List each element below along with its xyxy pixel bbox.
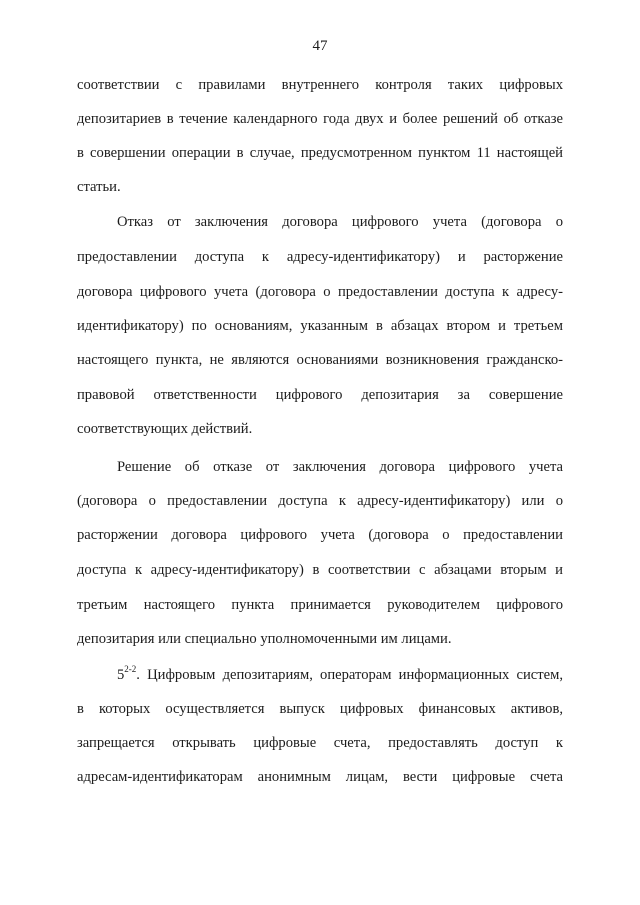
- text-line: доступа к адресу-идентификатору) в соответствии с абзацами вторым и: [77, 562, 563, 578]
- text-line: в совершении операции в случае, предусмотренном пунктом 11 настоящей: [77, 145, 563, 161]
- text-line: правовой ответственности цифрового депозитария за совершение: [77, 387, 563, 403]
- clause-number: 5: [117, 667, 125, 683]
- text-line: запрещается открывать цифровые счета, предоставлять доступ к: [77, 735, 563, 751]
- page-number: 47: [312, 38, 328, 54]
- text-line: депозитариев в течение календарного года двух и более решений об отказе: [77, 111, 563, 127]
- text-line: соответствии с правилами внутреннего контроля таких цифровых: [77, 77, 563, 93]
- text-line: Решение об отказе от заключения договора цифрового учета: [117, 459, 563, 475]
- text-line: (договора о предоставлении доступа к адресу-идентификатору) или о: [77, 493, 563, 509]
- text-line: договора цифрового учета (договора о предоставлении доступа к адресу-: [77, 284, 563, 300]
- text-line: предоставлении доступа к адресу-идентификатору) и расторжение: [77, 249, 563, 265]
- clause-superscript: 2-2: [124, 664, 137, 675]
- text-line: настоящего пункта, не являются основаниями возникновения гражданско-: [77, 352, 563, 368]
- text-line: адресам-идентификаторам анонимным лицам, вести цифровые счета: [77, 769, 563, 785]
- text-line: третьим настоящего пункта принимается руководителем цифрового: [77, 597, 563, 613]
- text-line: в которых осуществляется выпуск цифровых финансовых активов,: [77, 701, 563, 717]
- text-line: соответствующих действий.: [77, 421, 253, 437]
- text-line: статьи.: [77, 179, 121, 195]
- text-line: идентификатору) по основаниям, указанным в абзацах втором и третьем: [77, 318, 563, 334]
- text-line: Отказ от заключения договора цифрового учета (договора о: [117, 214, 563, 230]
- text-line: расторжении договора цифрового учета (договора о предоставлении: [77, 527, 563, 543]
- text-line: депозитария или специально уполномоченными им лицами.: [77, 631, 452, 647]
- clause-text: . Цифровым депозитариям, операторам информационных систем,: [136, 667, 563, 683]
- clause-line: [117, 664, 563, 686]
